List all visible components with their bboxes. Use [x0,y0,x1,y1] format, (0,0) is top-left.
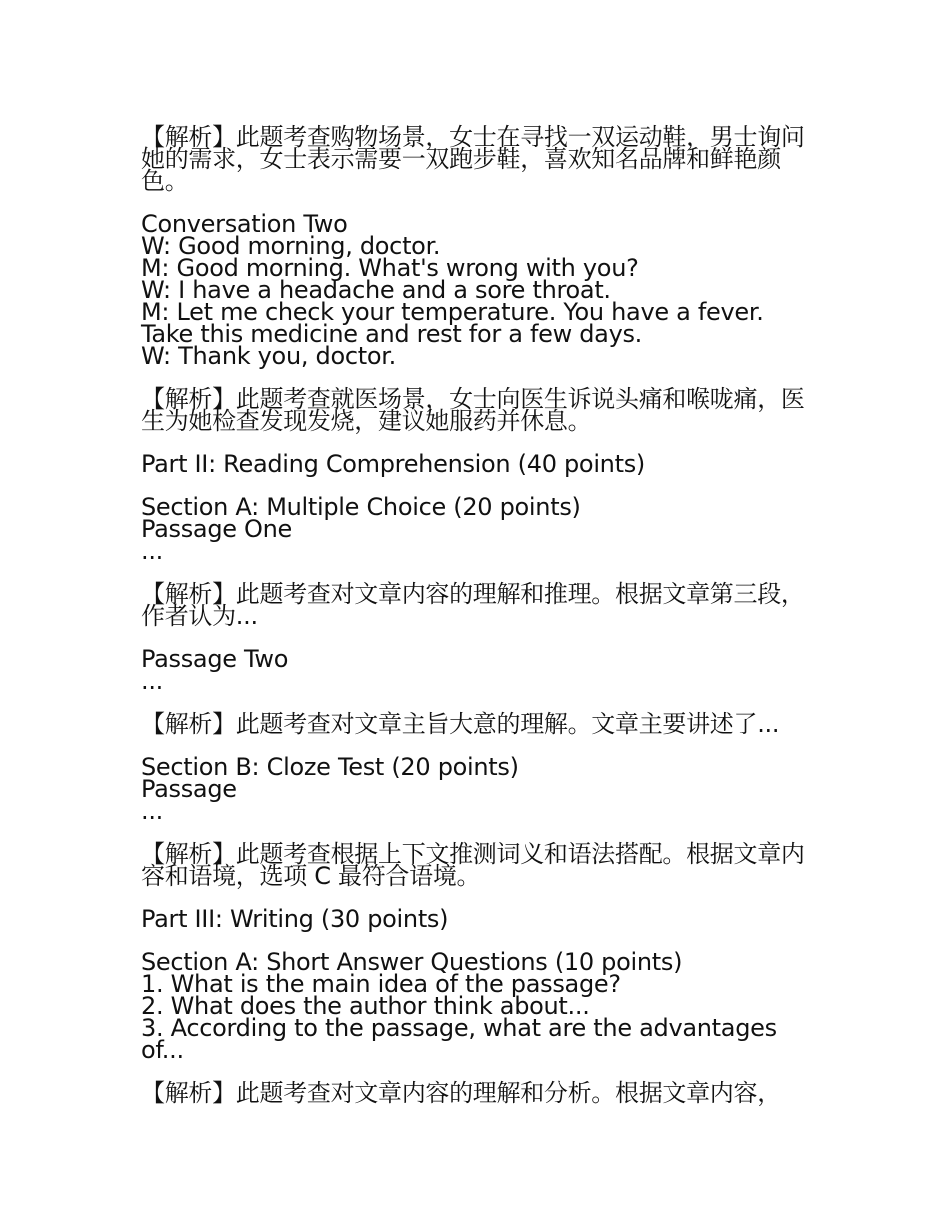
dialogue-line: Take this medicine and rest for a few days. [141,320,643,348]
question-line-continued: of... [141,1036,184,1064]
conversation-two [141,210,821,370]
section-a-writing [141,948,821,1064]
dialogue-line: M: Let me check your temperature. You have a fever. [141,298,764,326]
part-three-heading [141,905,821,933]
passage-heading: Passage One [141,515,293,543]
part-two-heading [141,450,821,478]
document-page [141,123,821,1125]
question-line: 2. What does the author think about... [141,992,590,1020]
ellipsis: ... [141,667,163,695]
analysis-text: 【解析】此题考查对文章主旨大意的理解。文章主要讲述了... [141,710,780,738]
conversation-heading: Conversation Two [141,210,348,238]
analysis-paragraph-writing [141,1079,821,1107]
analysis-paragraph-passage-two [141,710,821,738]
analysis-paragraph-doctor [141,385,821,435]
analysis-text: 【解析】此题考查就医场景，女士向医生诉说头痛和喉咙痛，医生为她检查发现发烧，建议她服药并休息。 [141,385,805,435]
section-heading: Section A: Short Answer Questions (10 points) [141,948,683,976]
dialogue-line: W: Thank you, doctor. [141,342,396,370]
section-heading: Section B: Cloze Test (20 points) [141,753,519,781]
question-line: 1. What is the main idea of the passage? [141,970,621,998]
passage-heading: Passage [141,775,237,803]
dialogue-line: M: Good morning. What's wrong with you? [141,254,639,282]
passage-two [141,645,821,695]
section-b-cloze [141,753,821,825]
ellipsis: ... [141,537,163,565]
analysis-paragraph-cloze [141,840,821,890]
section-heading: Section A: Multiple Choice (20 points) [141,493,581,521]
analysis-text: 【解析】此题考查根据上下文推测词义和语法搭配。根据文章内容和语境，选项 C 最符合语境。 [141,840,805,890]
dialogue-line: W: Good morning, doctor. [141,232,441,260]
analysis-text: 【解析】此题考查购物场景，女士在寻找一双运动鞋，男士询问她的需求，女士表示需要一双跑步鞋，喜欢知名品牌和鲜艳颜色。 [141,123,805,195]
dialogue-line: W: I have a headache and a sore throat. [141,276,611,304]
ellipsis: ... [141,797,163,825]
part-heading: Part II: Reading Comprehension (40 points) [141,450,645,478]
question-line: 3. According to the passage, what are the advantages [141,1014,777,1042]
passage-heading: Passage Two [141,645,289,673]
analysis-paragraph-shopping [141,123,821,195]
analysis-text: 【解析】此题考查对文章内容的理解和分析。根据文章内容， [141,1079,781,1107]
analysis-text: 【解析】此题考查对文章内容的理解和推理。根据文章第三段，作者认为... [141,580,805,630]
section-a-reading [141,493,821,565]
part-heading: Part III: Writing (30 points) [141,905,449,933]
analysis-paragraph-passage-one [141,580,821,630]
